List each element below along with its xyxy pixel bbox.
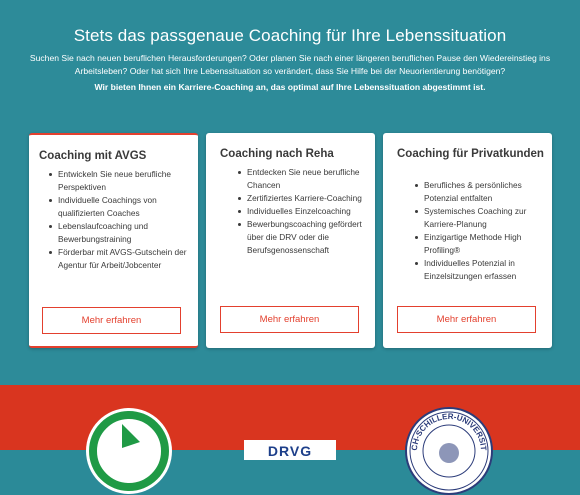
card-private xyxy=(383,133,552,348)
list-item: Zertifiziertes Karriere-Coaching xyxy=(237,192,367,205)
list-item: Individuelles Einzelcoaching xyxy=(237,205,367,218)
card-feature-list xyxy=(48,168,188,272)
play-arrow-logo-icon xyxy=(86,408,172,494)
card-feature-list xyxy=(414,179,544,283)
card-title: Coaching nach Reha xyxy=(220,148,334,160)
partner-logo-green[interactable] xyxy=(86,408,172,494)
list-item: Berufliches & persönliches Potenzial entfalten xyxy=(414,179,544,205)
seal-text: CH-SCHILLER-UNIVERSIT xyxy=(409,411,489,451)
more-info-button-avgs[interactable]: Mehr erfahren xyxy=(42,307,181,334)
hero-emphasis: Wir bieten Ihnen ein Karriere-Coaching an, das optimal auf Ihre Lebenssituation abgestimmt ist. xyxy=(94,82,486,92)
partner-logos-section xyxy=(0,385,580,459)
logo-text: DRVG xyxy=(267,443,313,459)
list-item: Systemisches Coaching zur Karriere-Planung xyxy=(414,205,544,231)
list-item: Förderbar mit AVGS-Gutschein der Agentur für Arbeit/Jobcenter xyxy=(48,246,188,272)
list-item: Entwickeln Sie neue berufliche Perspektiven xyxy=(48,168,188,194)
card-title: Coaching für Privatkunden xyxy=(397,148,544,160)
list-item: Einzigartige Methode High Profiling® xyxy=(414,231,544,257)
more-info-button-reha[interactable]: Mehr erfahren xyxy=(220,306,359,333)
list-item: Individuelles Potenzial in Einzelsitzungen erfassen xyxy=(414,257,544,283)
partner-logo-drvg[interactable] xyxy=(244,440,336,460)
list-item: Lebenslaufcoaching und Bewerbungstraining xyxy=(48,220,188,246)
seal-icon xyxy=(407,409,491,493)
card-avgs xyxy=(29,133,198,348)
card-reha xyxy=(206,133,375,348)
list-item: Entdecken Sie neue berufliche Chancen xyxy=(237,166,367,192)
card-title: Coaching mit AVGS xyxy=(39,150,147,162)
hero-title: Stets das passgenaue Coaching für Ihre Lebenssituation xyxy=(73,26,507,45)
list-item: Individuelle Coachings von qualifizierten Coaches xyxy=(48,194,188,220)
card-feature-list xyxy=(237,166,367,257)
university-seal-logo[interactable] xyxy=(405,407,493,495)
list-item: Bewerbungscoaching gefördert über die DRV oder die Berufsgenossenschaft xyxy=(237,218,367,257)
hero-description: Suchen Sie nach neuen beruflichen Herausforderungen? Oder planen Sie nach einer längeren beruflichen Pause den Wiedereinstieg ins Arbeitsleben? Oder hat sich Ihre Lebenssituation so verändert, dass Sie Hilfe bei der Neuorientierung benötigen? xyxy=(29,53,551,76)
more-info-button-private[interactable]: Mehr erfahren xyxy=(397,306,536,333)
